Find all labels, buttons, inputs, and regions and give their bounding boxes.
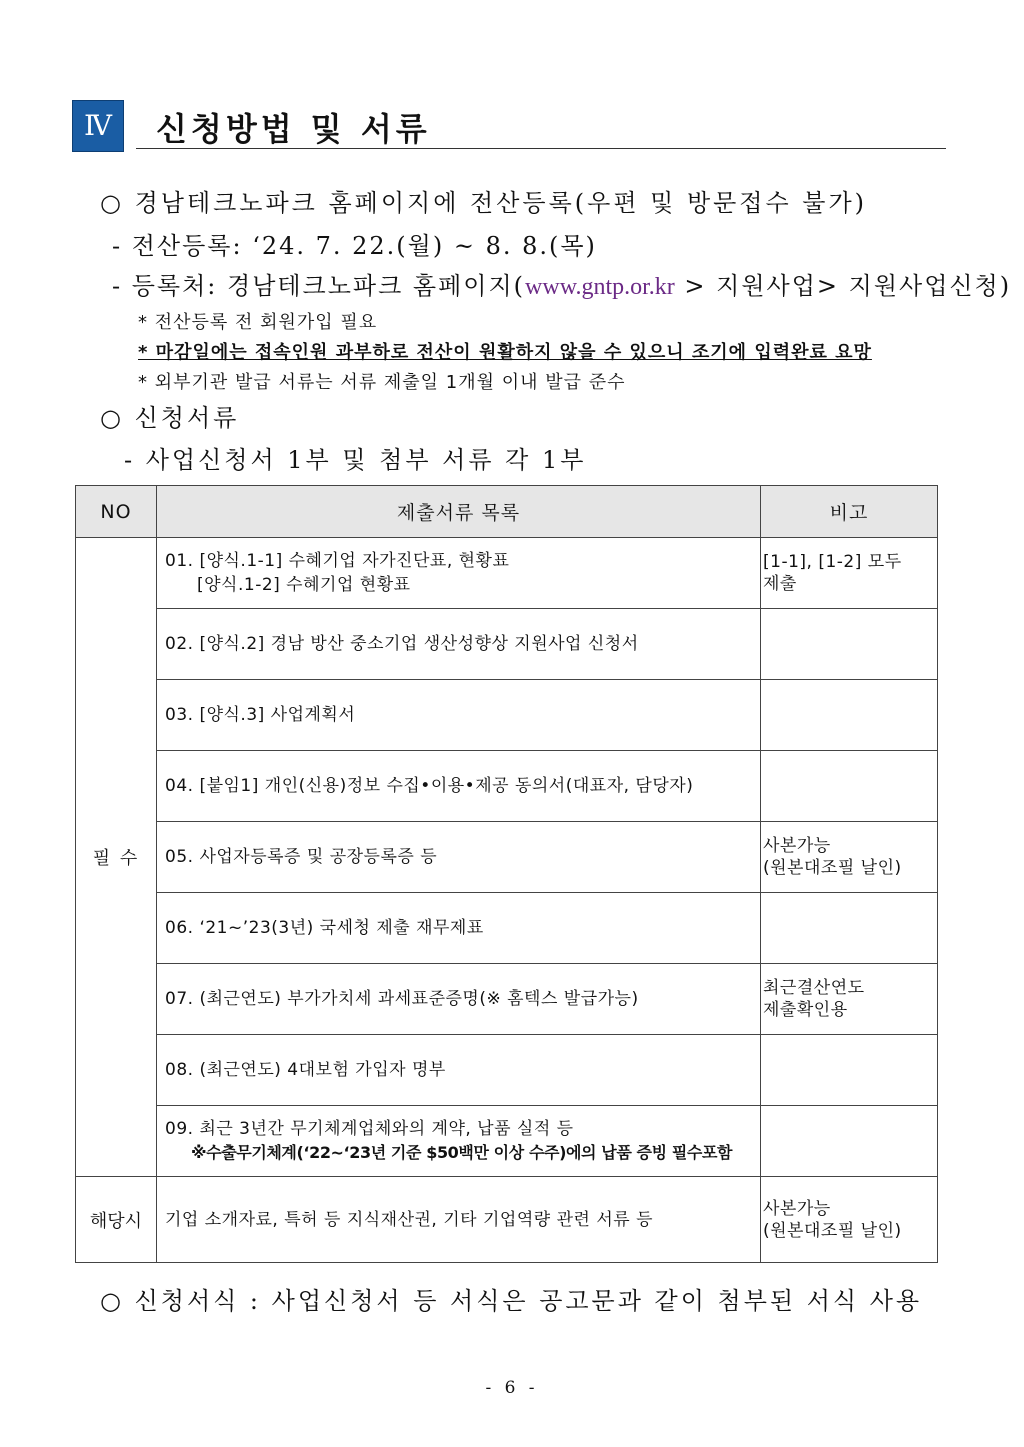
homepage-link[interactable]: www.gntp.or.kr — [525, 274, 675, 300]
note-membership: * 전산등록 전 회원가입 필요 — [138, 312, 378, 333]
section-header — [72, 100, 946, 152]
table-row — [76, 822, 938, 893]
doc-note — [761, 751, 938, 822]
table-row — [76, 751, 938, 822]
registration-place-suffix: > 지원사업> 지원사업신청) — [674, 272, 1012, 300]
doc-note — [761, 1106, 938, 1177]
bullet-application-docs: ○ 신청서류 — [100, 404, 240, 432]
doc-item: 04. [붙임1] 개인(신용)정보 수집•이용•제공 동의서(대표자, 담당자) — [157, 751, 761, 822]
table-row — [76, 680, 938, 751]
doc-note: 사본가능 (원본대조필 날인) — [761, 822, 938, 893]
doc-item: 06. ‘21~’23(3년) 국세청 제출 재무제표 — [157, 893, 761, 964]
doc-note — [761, 893, 938, 964]
section-number-badge: Ⅳ — [72, 100, 124, 152]
doc-note — [761, 680, 938, 751]
table-row — [76, 1106, 938, 1177]
category-required: 필 수 — [76, 538, 157, 1177]
section-divider — [136, 148, 946, 149]
doc-item: 05. 사업자등록증 및 공장등록증 등 — [157, 822, 761, 893]
doc-note: 사본가능 (원본대조필 날인) — [761, 1177, 938, 1263]
doc-note: 최근결산연도 제출확인용 — [761, 964, 938, 1035]
registration-place-prefix: - 등록처: 경남테크노파크 홈페이지( — [112, 272, 526, 300]
header-note: 비고 — [761, 486, 938, 538]
page-number: - 6 - — [485, 1378, 539, 1398]
section-title: 신청방법 및 서류 — [156, 110, 431, 148]
doc-note — [761, 1035, 938, 1106]
table-row — [76, 893, 938, 964]
doc-item: 07. (최근연도) 부가가치세 과세표준증명(※ 홈텍스 발급가능) — [157, 964, 761, 1035]
note-external-docs: * 외부기관 발급 서류는 서류 제출일 1개월 이내 발급 준수 — [138, 372, 626, 393]
table-row — [76, 1035, 938, 1106]
note-deadline-warning: * 마감일에는 접속인원 과부하로 전산이 원활하지 않을 수 있으니 조기에 입력완료 요망 — [138, 342, 872, 363]
table-row — [76, 609, 938, 680]
docs-count: - 사업신청서 1부 및 첨부 서류 각 1부 — [124, 446, 587, 474]
doc-note: [1-1], [1-2] 모두 제출 — [761, 538, 938, 609]
registration-period: - 전산등록: ‘24. 7. 22.(월) ~ 8. 8.(목) — [112, 232, 597, 260]
header-doc-list: 제출서류 목록 — [157, 486, 761, 538]
doc-item: 기업 소개자료, 특허 등 지식재산권, 기타 기업역량 관련 서류 등 — [157, 1177, 761, 1263]
doc-item: 03. [양식.3] 사업계획서 — [157, 680, 761, 751]
category-optional: 해당시 — [76, 1177, 157, 1263]
bullet-online-registration: ○ 경남테크노파크 홈페이지에 전산등록(우편 및 방문접수 불가) — [100, 189, 868, 217]
doc-item: 09. 최근 3년간 무기체계업체와의 계약, 납품 실적 등 ※수출무기체계(‘22~‘23년 기준 $50백만 이상 수주)에의 납품 증빙 필수포함 — [157, 1106, 761, 1177]
doc-item: 01. [양식.1-1] 수혜기업 자가진단표, 현황표 [양식.1-2] 수혜기업 현황표 — [157, 538, 761, 609]
header-no: NO — [76, 486, 157, 538]
doc-item: 08. (최근연도) 4대보험 가입자 명부 — [157, 1035, 761, 1106]
doc-item: 02. [양식.2] 경남 방산 중소기업 생산성향상 지원사업 신청서 — [157, 609, 761, 680]
table-row — [76, 1177, 938, 1263]
table-row — [76, 964, 938, 1035]
doc-note — [761, 609, 938, 680]
bullet-application-forms: ○ 신청서식 : 사업신청서 등 서식은 공고문과 같이 첨부된 서식 사용 — [100, 1287, 923, 1315]
table-row — [76, 538, 938, 609]
registration-place — [112, 266, 1011, 301]
documents-table — [75, 485, 938, 1263]
